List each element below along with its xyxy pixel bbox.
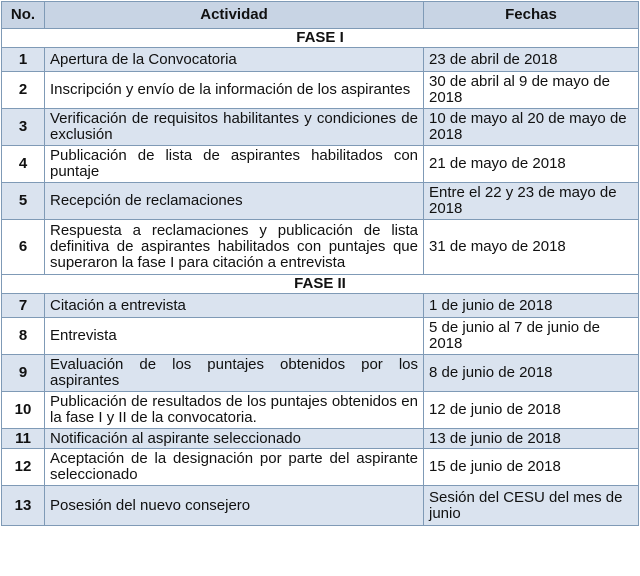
- row-number: 5: [2, 183, 45, 220]
- row-activity: Aceptación de la designación por parte del aspirante seleccionado: [45, 449, 424, 486]
- row-date: 10 de mayo al 20 de mayo de 2018: [424, 109, 639, 146]
- table-row: [2, 318, 639, 355]
- phase-header: [2, 29, 639, 48]
- schedule-body: [2, 29, 639, 526]
- row-number: 6: [2, 220, 45, 275]
- row-number: 9: [2, 355, 45, 392]
- table-row: [2, 48, 639, 72]
- row-activity: Citación a entrevista: [45, 294, 424, 318]
- header-activity: Actividad: [45, 2, 424, 29]
- table-row: [2, 146, 639, 183]
- row-number: 1: [2, 48, 45, 72]
- row-activity: Publicación de resultados de los puntajes obtenidos en la fase I y II de la convocatoria.: [45, 392, 424, 429]
- table-row: [2, 183, 639, 220]
- row-activity: Verificación de requisitos habilitantes y condiciones de exclusión: [45, 109, 424, 146]
- row-number: 2: [2, 72, 45, 109]
- row-activity: Inscripción y envío de la información de los aspirantes: [45, 72, 424, 109]
- row-number: 10: [2, 392, 45, 429]
- row-date: 30 de abril al 9 de mayo de 2018: [424, 72, 639, 109]
- table-row: [2, 220, 639, 275]
- header-no: No.: [2, 2, 45, 29]
- schedule-table: [1, 1, 639, 526]
- row-activity: Evaluación de los puntajes obtenidos por los aspirantes: [45, 355, 424, 392]
- row-date: 1 de junio de 2018: [424, 294, 639, 318]
- table-row: [2, 486, 639, 526]
- row-date: Sesión del CESU del mes de junio: [424, 486, 639, 526]
- row-date: 15 de junio de 2018: [424, 449, 639, 486]
- row-date: 5 de junio al 7 de junio de 2018: [424, 318, 639, 355]
- row-number: 7: [2, 294, 45, 318]
- row-activity: Entrevista: [45, 318, 424, 355]
- row-number: 3: [2, 109, 45, 146]
- row-date: 31 de mayo de 2018: [424, 220, 639, 275]
- row-date: 23 de abril de 2018: [424, 48, 639, 72]
- row-number: 13: [2, 486, 45, 526]
- row-date: 12 de junio de 2018: [424, 392, 639, 429]
- row-activity: Recepción de reclamaciones: [45, 183, 424, 220]
- phase-header: [2, 275, 639, 294]
- row-activity: Respuesta a reclamaciones y publicación de lista definitiva de aspirantes habilitados con puntajes que superaron la fase I para citación a entrevista: [45, 220, 424, 275]
- header-dates: Fechas: [424, 2, 639, 29]
- table-row: [2, 294, 639, 318]
- phase-title: FASE II: [2, 275, 639, 294]
- table-row: [2, 429, 639, 449]
- row-activity: Publicación de lista de aspirantes habilitados con puntaje: [45, 146, 424, 183]
- row-date: 13 de junio de 2018: [424, 429, 639, 449]
- row-activity: Posesión del nuevo consejero: [45, 486, 424, 526]
- table-row: [2, 392, 639, 429]
- row-date: 21 de mayo de 2018: [424, 146, 639, 183]
- table-row: [2, 355, 639, 392]
- row-number: 4: [2, 146, 45, 183]
- row-activity: Notificación al aspirante seleccionado: [45, 429, 424, 449]
- header-row: [2, 2, 639, 29]
- phase-title: FASE I: [2, 29, 639, 48]
- row-number: 12: [2, 449, 45, 486]
- row-number: 8: [2, 318, 45, 355]
- row-activity: Apertura de la Convocatoria: [45, 48, 424, 72]
- row-number: 11: [2, 429, 45, 449]
- table-row: [2, 449, 639, 486]
- table-row: [2, 72, 639, 109]
- row-date: Entre el 22 y 23 de mayo de 2018: [424, 183, 639, 220]
- row-date: 8 de junio de 2018: [424, 355, 639, 392]
- table-row: [2, 109, 639, 146]
